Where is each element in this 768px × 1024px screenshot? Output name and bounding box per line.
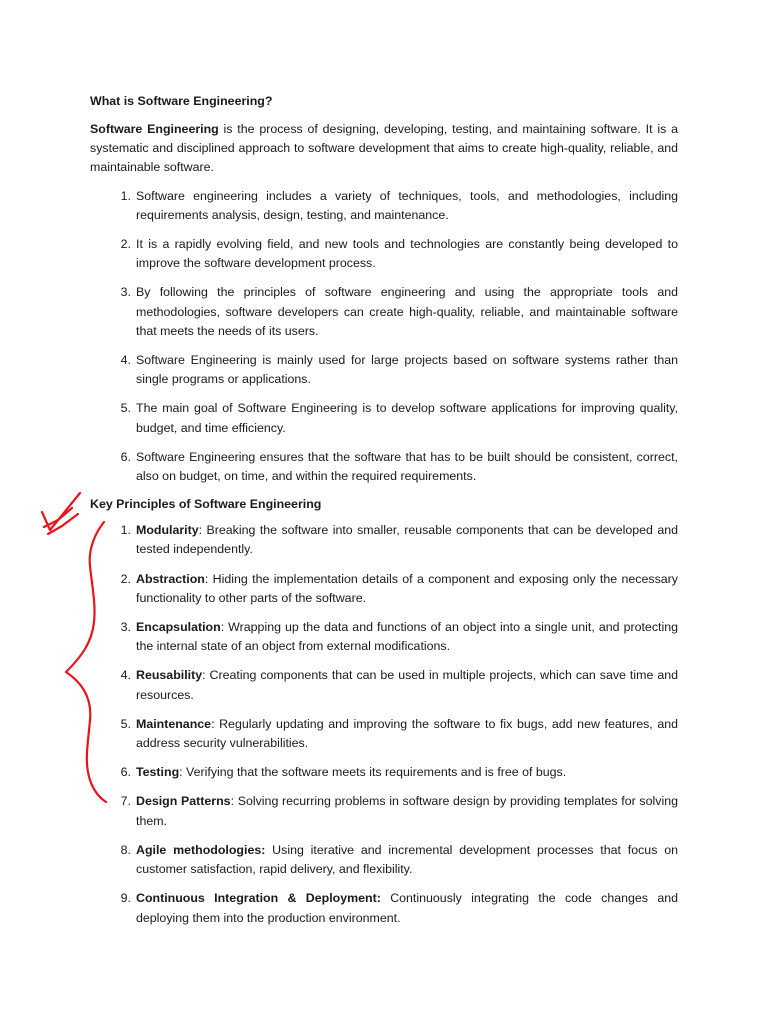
list-item bbox=[90, 666, 678, 704]
item-text: Using iterative and incremental development processes that focus on customer satisfaction, rapid delivery, and flexibility. bbox=[136, 842, 678, 877]
item-text: Software Engineering is mainly used for large projects based on software systems rather than single programs or applications. bbox=[136, 353, 678, 387]
item-number: 4. bbox=[120, 353, 131, 368]
item-term: Design Patterns bbox=[136, 794, 231, 809]
document-page bbox=[90, 93, 678, 938]
definition-list bbox=[90, 187, 678, 487]
item-term: Abstraction bbox=[136, 571, 205, 586]
item-text: : Creating components that can be used in multiple projects, which can save time and resources. bbox=[136, 668, 678, 702]
list-item bbox=[90, 521, 678, 559]
item-text: : Breaking the software into smaller, reusable components that can be developed and tested independently. bbox=[136, 523, 678, 557]
list-item bbox=[90, 618, 678, 656]
item-number: 3. bbox=[120, 620, 131, 635]
item-number: 2. bbox=[120, 237, 131, 252]
item-text: Software Engineering ensures that the software that has to be built should be consistent, correct, also on budget, on time, and within the required requirements. bbox=[136, 449, 678, 484]
intro-text: is the process of designing, developing, testing, and maintaining software. It is a systematic and disciplined approach to software development that aims to create high-quality, reliable, and maintainable software. bbox=[90, 122, 678, 175]
item-text: Software engineering includes a variety of techniques, tools, and methodologies, including requirements analysis, design, testing, and maintenance. bbox=[136, 188, 678, 222]
item-number: 4. bbox=[120, 668, 131, 683]
item-number: 5. bbox=[120, 401, 131, 416]
item-number: 6. bbox=[120, 449, 131, 464]
intro-term: Software Engineering bbox=[90, 122, 219, 136]
list-item bbox=[90, 283, 678, 341]
item-text: It is a rapidly evolving field, and new tools and technologies are constantly being developed to improve the software development process. bbox=[136, 237, 678, 271]
list-item bbox=[90, 763, 678, 782]
item-text: : Verifying that the software meets its requirements and is free of bugs. bbox=[179, 765, 567, 780]
item-number: 5. bbox=[120, 716, 131, 731]
item-number: 3. bbox=[120, 285, 131, 300]
item-text: By following the principles of software engineering and using the appropriate tools and methodologies, software developers can create high-quality, reliable, and maintainable software that meets the needs of its users. bbox=[136, 285, 678, 338]
item-number: 6. bbox=[120, 765, 131, 780]
item-term: Testing bbox=[136, 765, 180, 780]
list-item bbox=[90, 792, 678, 830]
intro-paragraph bbox=[90, 120, 678, 178]
item-number: 7. bbox=[120, 794, 131, 809]
item-term: Agile methodologies: bbox=[136, 842, 266, 857]
item-text: : Hiding the implementation details of a component and exposing only the necessary functionality to other parts of the software. bbox=[136, 571, 678, 605]
list-item bbox=[90, 351, 678, 389]
list-item bbox=[90, 570, 678, 608]
checkmark-icon bbox=[42, 493, 80, 534]
item-number: 2. bbox=[120, 571, 131, 586]
list-item bbox=[90, 448, 678, 486]
item-text: : Regularly updating and improving the software to fix bugs, add new features, and address security vulnerabilities. bbox=[136, 716, 678, 751]
list-item bbox=[90, 889, 678, 927]
item-text: Continuously integrating the code changes and deploying them into the production environment. bbox=[136, 891, 679, 925]
list-item bbox=[90, 715, 678, 753]
item-term: Modularity bbox=[136, 523, 199, 538]
item-text: : Solving recurring problems in software design by providing templates for solving them. bbox=[136, 794, 679, 828]
list-item bbox=[90, 235, 678, 273]
principles-list bbox=[90, 521, 678, 927]
item-term: Continuous Integration & Deployment: bbox=[136, 891, 381, 906]
item-term: Maintenance bbox=[136, 716, 212, 731]
item-number: 9. bbox=[120, 891, 131, 906]
item-text: : Wrapping up the data and functions of an object into a single unit, and protecting the internal state of an object from external modifications. bbox=[136, 620, 678, 654]
section-heading-key-principles: Key Principles of Software Engineering bbox=[90, 497, 322, 512]
list-item bbox=[90, 841, 678, 879]
item-number: 1. bbox=[120, 188, 131, 203]
item-text: The main goal of Software Engineering is to develop software applications for improving quality, budget, and time efficiency. bbox=[136, 401, 678, 435]
list-item bbox=[90, 187, 678, 225]
item-number: 1. bbox=[120, 523, 131, 538]
section-heading-what-is: What is Software Engineering? bbox=[90, 94, 273, 108]
item-number: 8. bbox=[120, 842, 131, 857]
item-term: Encapsulation bbox=[136, 620, 221, 635]
item-term: Reusability bbox=[136, 668, 203, 683]
list-item bbox=[90, 399, 678, 437]
